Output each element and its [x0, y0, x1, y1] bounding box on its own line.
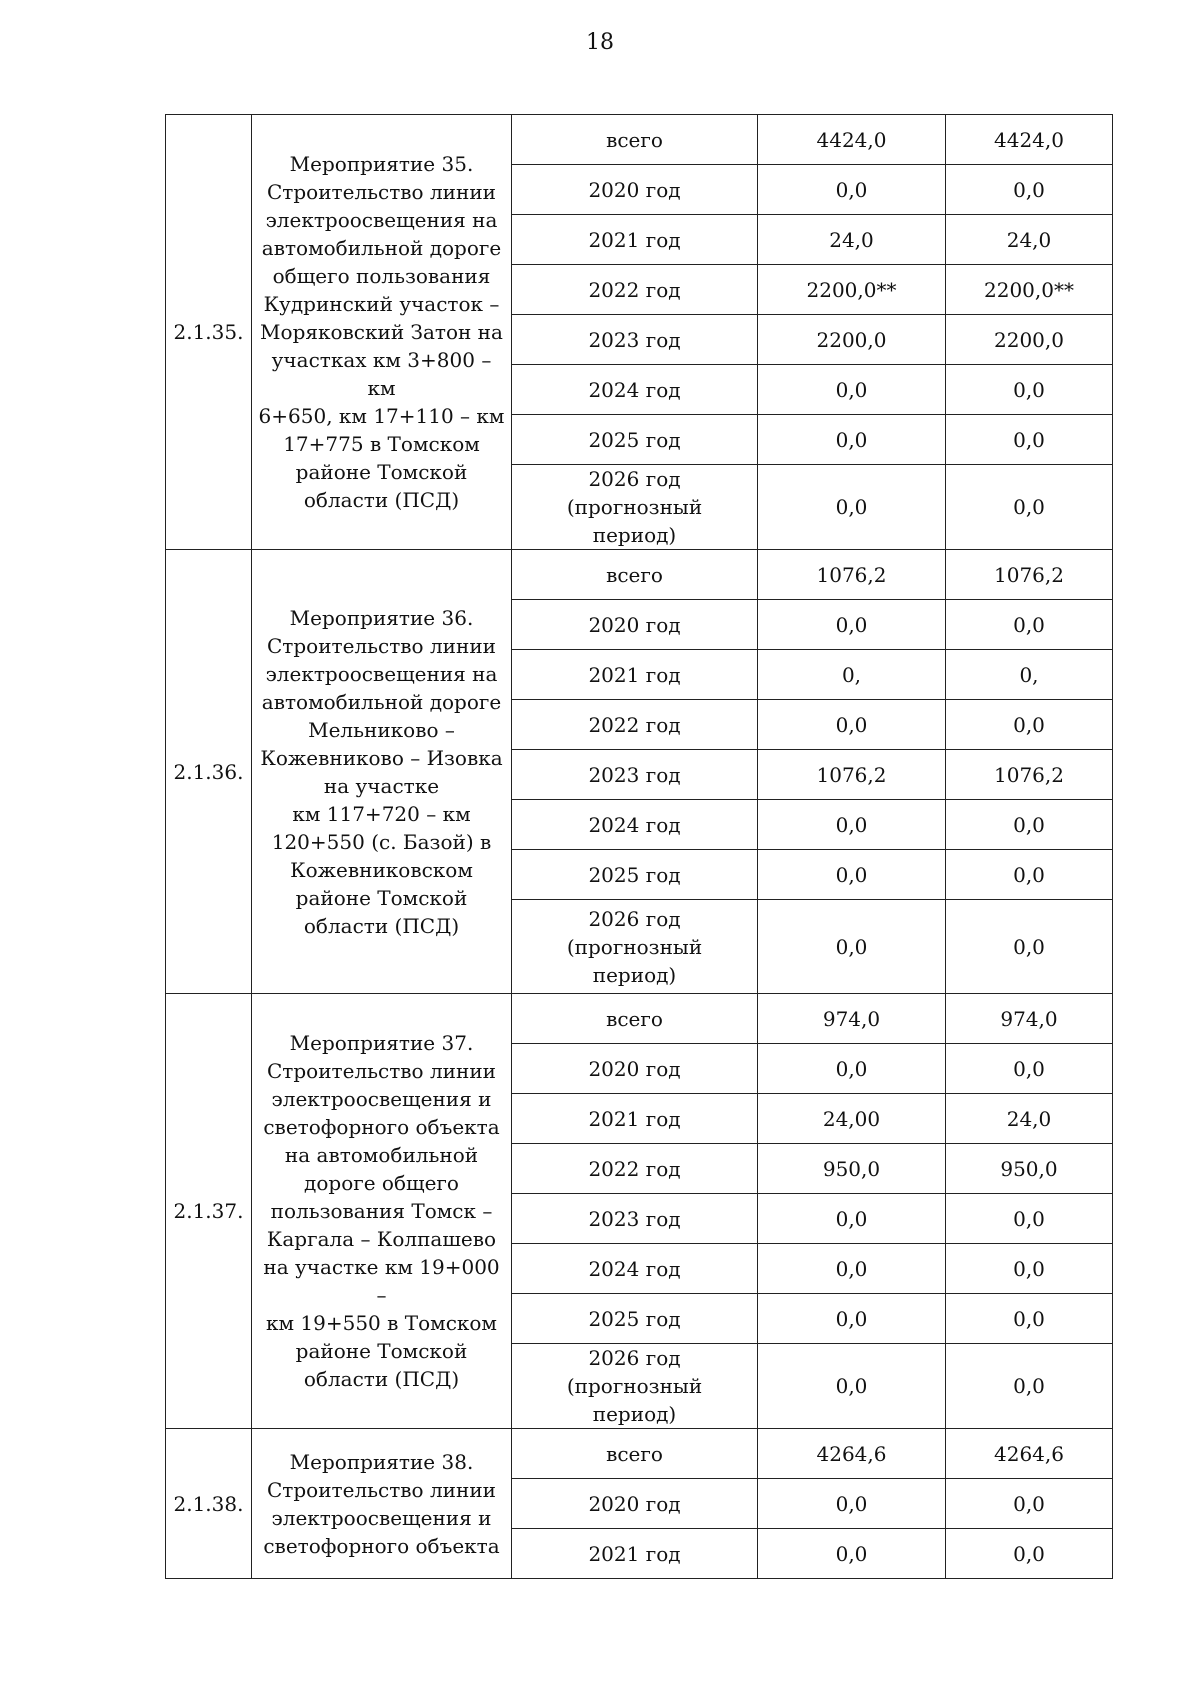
value-cell-2: 0,: [946, 650, 1113, 700]
value-cell-1: 24,0: [758, 215, 946, 265]
measure-number: 2.1.35.: [166, 115, 252, 550]
period-cell: 2026 год (прогнозный период): [512, 900, 758, 994]
period-cell: всего: [512, 994, 758, 1044]
value-cell-1: 0,0: [758, 1344, 946, 1429]
period-cell: 2020 год: [512, 1044, 758, 1094]
value-cell-2: 0,0: [946, 365, 1113, 415]
value-cell-1: 0,0: [758, 1294, 946, 1344]
period-cell: 2024 год: [512, 365, 758, 415]
value-cell-1: 0,0: [758, 1044, 946, 1094]
value-cell-1: 2200,0**: [758, 265, 946, 315]
value-cell-1: 0,: [758, 650, 946, 700]
measure-number: 2.1.38.: [166, 1429, 252, 1579]
measure-title: Мероприятие 37. Строительство линии электроосвещения и светофорного объекта на автомобильной дороге общего пользования Томск – Каргала – Колпашево на участке км 19+000 – км 19+550 в Томском районе Томской области (ПСД): [252, 994, 512, 1429]
period-cell: 2020 год: [512, 165, 758, 215]
page-number: 18: [586, 30, 614, 55]
measure-title: Мероприятие 36. Строительство линии электроосвещения на автомобильной дороге Мельниково – Кожевниково – Изовка на участке км 117+720 – км 120+550 (с. Базой) в Кожевниковском районе Томской области (ПСД): [252, 550, 512, 994]
value-cell-2: 974,0: [946, 994, 1113, 1044]
value-cell-1: 1076,2: [758, 750, 946, 800]
period-cell: 2025 год: [512, 415, 758, 465]
value-cell-2: 24,0: [946, 1094, 1113, 1144]
period-cell: 2022 год: [512, 700, 758, 750]
value-cell-1: 4264,6: [758, 1429, 946, 1479]
period-cell: 2021 год: [512, 1529, 758, 1579]
value-cell-1: 0,0: [758, 1244, 946, 1294]
value-cell-1: 950,0: [758, 1144, 946, 1194]
value-cell-2: 0,0: [946, 165, 1113, 215]
period-cell: всего: [512, 115, 758, 165]
period-cell: 2022 год: [512, 1144, 758, 1194]
period-cell: 2025 год: [512, 850, 758, 900]
table-row: [166, 115, 1113, 165]
period-cell: 2025 год: [512, 1294, 758, 1344]
value-cell-1: 0,0: [758, 1529, 946, 1579]
period-cell: 2023 год: [512, 750, 758, 800]
value-cell-1: 0,0: [758, 900, 946, 994]
period-cell: 2022 год: [512, 265, 758, 315]
value-cell-2: 0,0: [946, 465, 1113, 550]
measure-title: Мероприятие 35. Строительство линии электроосвещения на автомобильной дороге общего пользования Кудринский участок – Моряковский Затон на участках км 3+800 – км 6+650, км 17+110 – км 17+775 в Томском районе Томской области (ПСД): [252, 115, 512, 550]
value-cell-1: 24,00: [758, 1094, 946, 1144]
table-row: [166, 1429, 1113, 1479]
period-cell: 2024 год: [512, 1244, 758, 1294]
value-cell-2: 24,0: [946, 215, 1113, 265]
budget-table: [165, 114, 1113, 1579]
value-cell-2: 0,0: [946, 1244, 1113, 1294]
value-cell-2: 1076,2: [946, 750, 1113, 800]
value-cell-1: 0,0: [758, 1479, 946, 1529]
value-cell-2: 0,0: [946, 800, 1113, 850]
value-cell-2: 0,0: [946, 1044, 1113, 1094]
value-cell-2: 4424,0: [946, 115, 1113, 165]
value-cell-2: 2200,0: [946, 315, 1113, 365]
value-cell-1: 0,0: [758, 1194, 946, 1244]
value-cell-2: 950,0: [946, 1144, 1113, 1194]
value-cell-1: 0,0: [758, 850, 946, 900]
value-cell-1: 974,0: [758, 994, 946, 1044]
period-cell: 2021 год: [512, 215, 758, 265]
budget-table-body: [166, 115, 1113, 1579]
value-cell-1: 1076,2: [758, 550, 946, 600]
period-cell: 2020 год: [512, 600, 758, 650]
value-cell-1: 0,0: [758, 600, 946, 650]
value-cell-1: 0,0: [758, 800, 946, 850]
value-cell-2: 0,0: [946, 600, 1113, 650]
value-cell-1: 0,0: [758, 365, 946, 415]
period-cell: всего: [512, 550, 758, 600]
value-cell-1: 2200,0: [758, 315, 946, 365]
value-cell-2: 0,0: [946, 1194, 1113, 1244]
value-cell-1: 0,0: [758, 415, 946, 465]
value-cell-2: 0,0: [946, 415, 1113, 465]
period-cell: 2023 год: [512, 315, 758, 365]
value-cell-1: 0,0: [758, 165, 946, 215]
measure-title: Мероприятие 38. Строительство линии электроосвещения и светофорного объекта: [252, 1429, 512, 1579]
value-cell-2: 4264,6: [946, 1429, 1113, 1479]
period-cell: 2021 год: [512, 650, 758, 700]
value-cell-2: 1076,2: [946, 550, 1113, 600]
period-cell: 2024 год: [512, 800, 758, 850]
value-cell-2: 0,0: [946, 1479, 1113, 1529]
value-cell-2: 0,0: [946, 700, 1113, 750]
period-cell: 2026 год (прогнозный период): [512, 465, 758, 550]
period-cell: 2021 год: [512, 1094, 758, 1144]
value-cell-1: 0,0: [758, 700, 946, 750]
period-cell: 2023 год: [512, 1194, 758, 1244]
value-cell-2: 0,0: [946, 1294, 1113, 1344]
value-cell-2: 0,0: [946, 850, 1113, 900]
value-cell-1: 0,0: [758, 465, 946, 550]
value-cell-2: 0,0: [946, 1344, 1113, 1429]
table-row: [166, 994, 1113, 1044]
table-row: [166, 550, 1113, 600]
value-cell-2: 2200,0**: [946, 265, 1113, 315]
period-cell: 2026 год (прогнозный период): [512, 1344, 758, 1429]
value-cell-2: 0,0: [946, 900, 1113, 994]
value-cell-1: 4424,0: [758, 115, 946, 165]
measure-number: 2.1.37.: [166, 994, 252, 1429]
measure-number: 2.1.36.: [166, 550, 252, 994]
period-cell: 2020 год: [512, 1479, 758, 1529]
period-cell: всего: [512, 1429, 758, 1479]
value-cell-2: 0,0: [946, 1529, 1113, 1579]
